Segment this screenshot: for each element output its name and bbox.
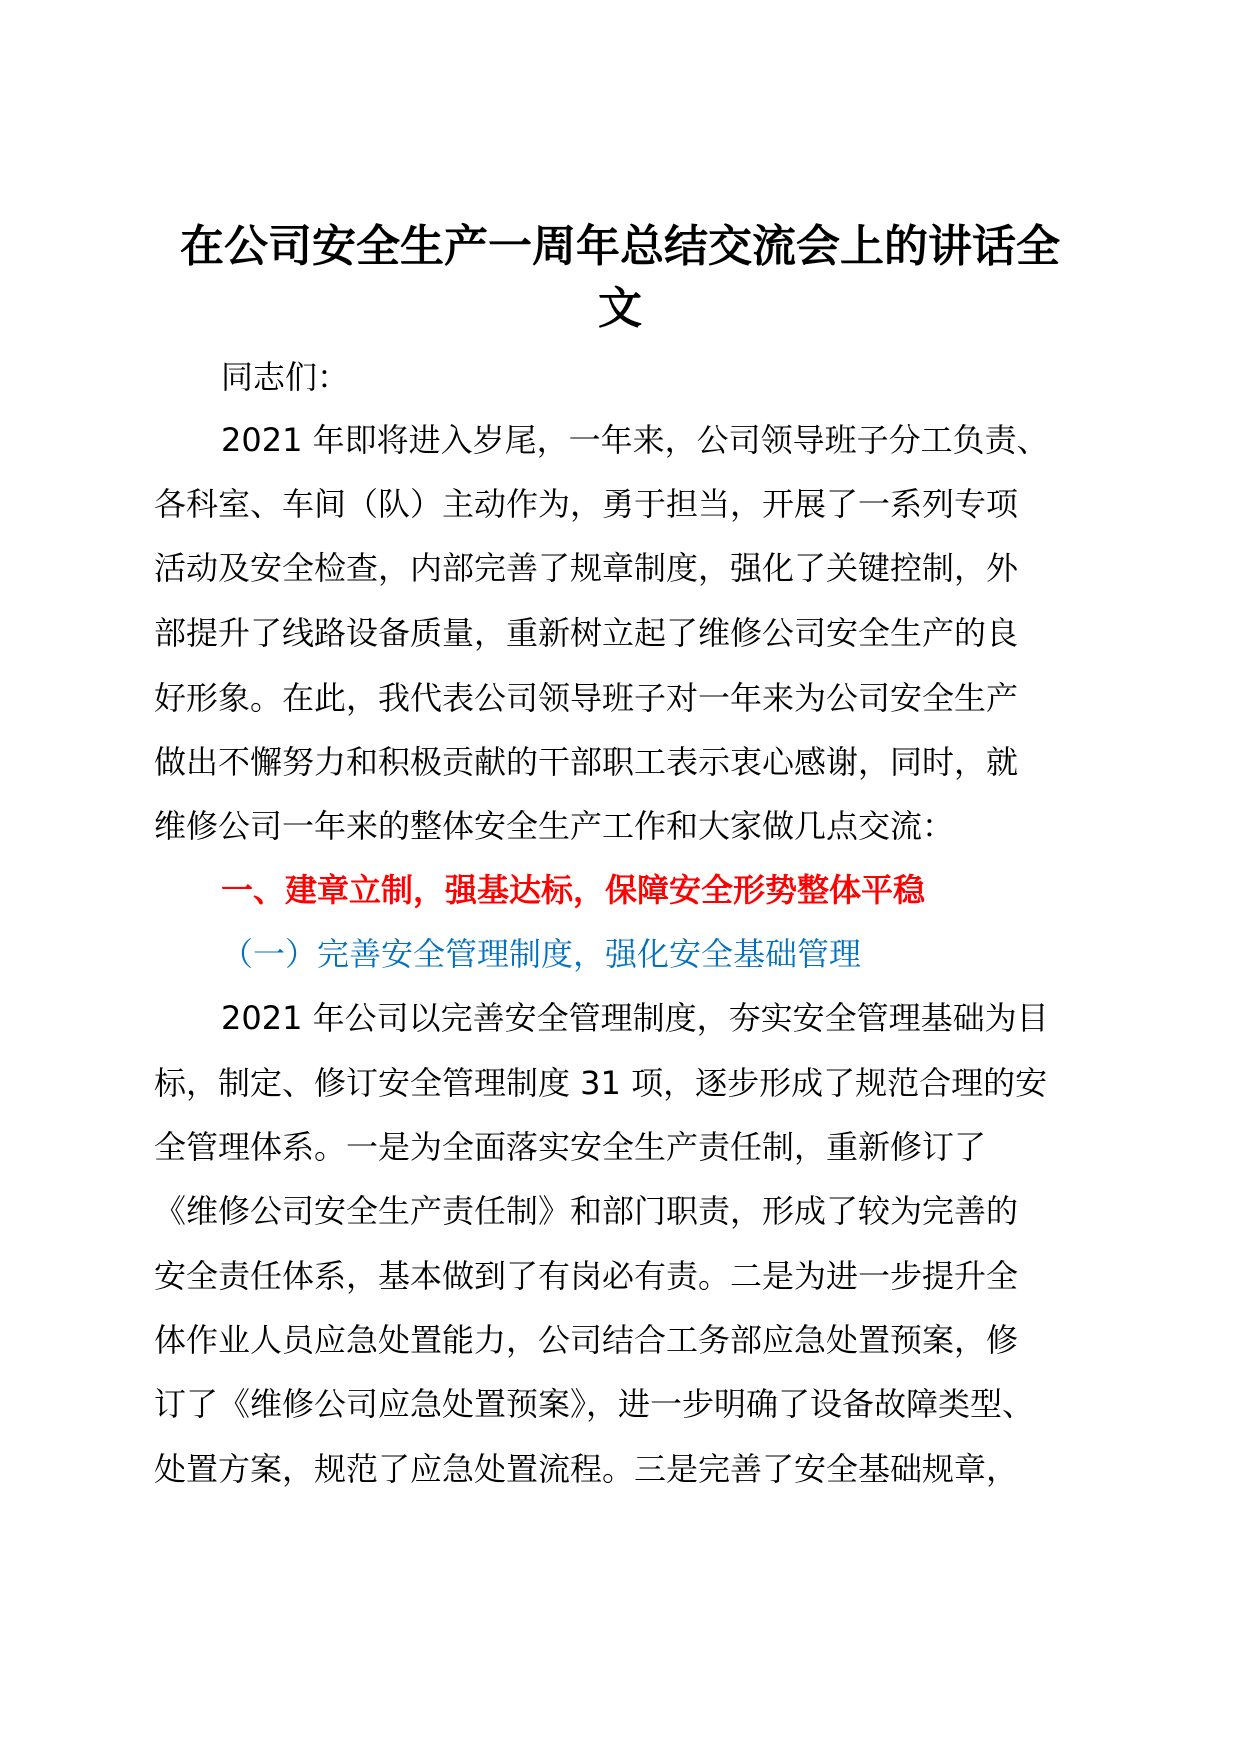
section-heading: 一、建章立制，强基达标，保障安全形势整体平稳 (221, 871, 926, 909)
paragraph-2-line: 处置方案，规范了应急处置流程。三是完善了安全基础规章， (154, 1450, 1019, 1488)
section-subheading: （一）完善安全管理制度，强化安全基础管理 (221, 935, 862, 973)
paragraph-2-line: 全管理体系。一是为全面落实安全生产责任制，重新修订了 (154, 1128, 987, 1166)
greeting: 同志们： (221, 358, 350, 396)
paragraph-1-line: 2021 年即将进入岁尾，一年来，公司领导班子分工负责、 (221, 421, 1049, 459)
paragraph-1-line: 做出不懈努力和积极贡献的干部职工表示衷心感谢，同时，就 (154, 743, 1019, 781)
document-title-line-2: 文 (598, 283, 642, 334)
paragraph-2-line: 《维修公司安全生产责任制》和部门职责，形成了较为完善的 (154, 1192, 1019, 1230)
paragraph-2-line: 安全责任体系，基本做到了有岗必有责。二是为进一步提升全 (154, 1257, 1019, 1295)
paragraph-2-line: 体作业人员应急处置能力，公司结合工务部应急处置预案，修 (154, 1321, 1019, 1359)
paragraph-1-line: 各科室、车间（队）主动作为，勇于担当，开展了一系列专项 (154, 485, 1019, 523)
paragraph-2-line: 2021 年公司以完善安全管理制度，夯实安全管理基础为目 (221, 999, 1049, 1037)
document-title-line-1: 在公司安全生产一周年总结交流会上的讲话全 (180, 221, 1060, 272)
paragraph-2-line: 订了《维修公司应急处置预案》，进一步明确了设备故障类型、 (154, 1385, 1035, 1423)
paragraph-1-line: 部提升了线路设备质量，重新树立起了维修公司安全生产的良 (154, 614, 1019, 652)
paragraph-1-line: 活动及安全检查，内部完善了规章制度，强化了关键控制，外 (154, 549, 1019, 587)
paragraph-1-line: 维修公司一年来的整体安全生产工作和大家做几点交流： (154, 807, 955, 845)
paragraph-2-line: 标，制定、修订安全管理制度 31 项，逐步形成了规范合理的安 (154, 1064, 1048, 1102)
paragraph-1-line: 好形象。在此，我代表公司领导班子对一年来为公司安全生产 (154, 679, 1019, 717)
